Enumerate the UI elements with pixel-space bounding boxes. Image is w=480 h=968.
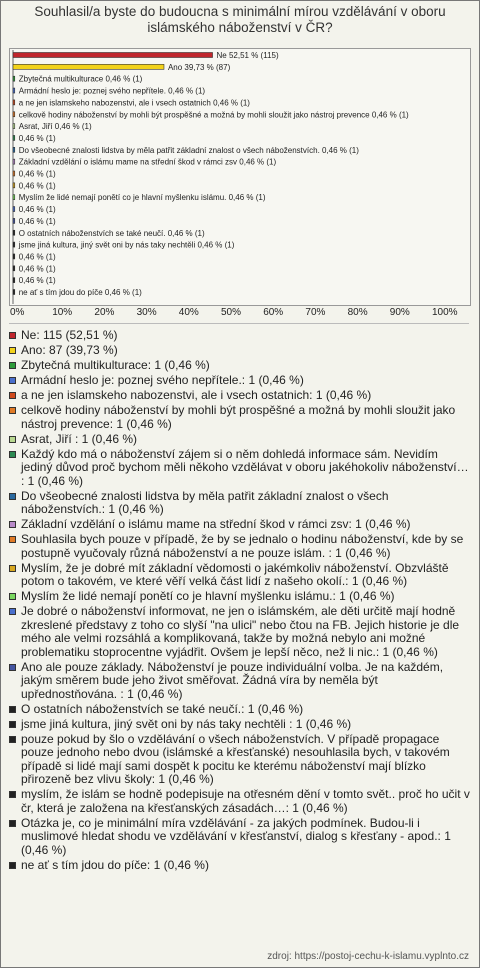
legend-label: Ano: 87 (39,73 %) (21, 343, 118, 357)
legend-swatch (9, 521, 16, 528)
legend-swatch (9, 593, 16, 600)
x-tick-label: 90% (389, 307, 410, 318)
bar-14 (13, 218, 15, 223)
legend-swatch (9, 332, 16, 339)
legend-item (9, 389, 471, 403)
bar-17 (13, 254, 15, 259)
legend-label: celkově hodiny náboženství by mohli být prospěšné a možná by mohli sloužit jako nástroj prevence: 1 (0,46 %) (21, 403, 456, 431)
x-tick-label: 100% (432, 307, 458, 318)
bar-label-5: celkově hodiny náboženství by mohli být prospěšné a možná by mohli sloužit jako nástroj prevence 0,46 % (1) (18, 110, 409, 120)
bar-label-0: Ne 52,51 % (115) (216, 51, 279, 60)
bar-3 (13, 88, 15, 93)
x-tick-label: 40% (178, 307, 199, 318)
legend-swatch (9, 493, 16, 500)
legend-swatch (9, 820, 16, 827)
legend-item (9, 605, 471, 659)
bar-11 (13, 183, 15, 188)
bar-19 (13, 278, 15, 283)
legend-swatch (9, 706, 16, 713)
bar-label-14: 0,46 % (1) (18, 216, 56, 226)
x-tick-label: 70% (305, 307, 326, 318)
bar-1 (13, 64, 164, 69)
bar-7 (13, 135, 15, 140)
x-tick-label: 20% (94, 307, 115, 318)
legend-separator (9, 323, 469, 324)
x-tick-label: 30% (136, 307, 157, 318)
bar-15 (13, 230, 15, 235)
legend-label: Základní vzdělání o islámu mame na střední škod v rámci zsv: 1 (0,46 %) (21, 517, 411, 531)
legend-item (9, 344, 471, 358)
legend-item (9, 329, 471, 343)
legend-swatch (9, 436, 16, 443)
legend-item (9, 733, 471, 787)
bar-label-15: O ostatních náboženstvích se také neučí. 0,46 % (1) (18, 228, 205, 238)
legend-item (9, 490, 471, 517)
bar-label-3: Armádní heslo je: poznej svého nepřítele. 0,46 % (1) (18, 86, 206, 96)
bar-label-1: Ano 39,73 % (87) (167, 62, 231, 72)
legend-label: Otázka je, co je minimální míra vzdělávání - za jakých podmínek. Budou-li i muslimové hledat shodu ve vzdělávání v křesťanství, dialog s křesťany - apod.: 1 (0,46 %) (21, 815, 451, 857)
bar-label-7: 0,46 % (1) (18, 133, 56, 143)
bar-label-16: jsme jiná kultura, jiný svět oni by nás taky nechtěli 0,46 % (1) (18, 240, 235, 250)
bar-16 (13, 242, 15, 247)
bar-18 (13, 266, 15, 271)
legend-label: myslím, že islám se hodně podepisuje na otřesném dění v tomto svět.. proč ho učit v čr, která je založena na křesťanských zásadách…: 1 (0,46 %) (21, 787, 470, 815)
bar-9 (13, 159, 15, 164)
bar-6 (13, 124, 15, 129)
legend-label: pouze pokud by šlo o vzdělávání o všech náboženstvích. V případě propagace pouze jednoho nebo dvou (islámské a křesťanské) nesouhlasila bych, v takovém případě si lidé mají sami dospět k pocitu ke kterému náboženství mají blízko přirozeně bez vlivu školy: 1 (0,46 %) (21, 731, 450, 786)
source-note: zdroj: https://postoj-cechu-k-islamu.vyplnto.cz (267, 951, 469, 962)
legend-swatch (9, 392, 16, 399)
bar-0 (13, 53, 213, 58)
legend-item (9, 518, 471, 532)
legend-swatch (9, 736, 16, 743)
x-tick-label: 10% (52, 307, 73, 318)
legend-label: Každý kdo má o náboženství zájem si o něm dohledá informace sám. Nevidím jediný důvod proč bychom měli někoho vzdělávat v oboru jakéhokoliv náboženství… : 1 (0,46 %) (21, 446, 469, 488)
bar-label-19: 0,46 % (1) (18, 276, 56, 286)
legend-item (9, 562, 471, 589)
chart-title: Souhlasil/a byste do budoucna s minimální mírou vzdělávání v oboru islámského náboženství v ČR? (34, 4, 446, 35)
bar-label-20: ne ať s tím jdou do píče 0,46 % (1) (18, 288, 142, 297)
bar-label-10: 0,46 % (1) (18, 169, 56, 179)
legend-label: O ostatních náboženstvích se také neučí.: 1 (0,46 %) (21, 701, 304, 716)
legend-label: Do všeobecné znalosti lidstva by měla patřit základní znalost o všech náboženstvích.: 1 (0,46 %) (21, 488, 389, 516)
x-tick-label: 80% (347, 307, 368, 318)
legend-item (9, 859, 471, 873)
legend-label: a ne jen islamskeho nabozenstvi, ale i vsech ostatnich: 1 (0,46 %) (21, 388, 372, 402)
plot-area (9, 48, 471, 306)
legend-item (9, 703, 471, 717)
bar-label-11: 0,46 % (1) (18, 181, 56, 191)
bar-label-2: Zbytečná multikulturace 0,46 % (1) (18, 74, 143, 84)
legend-label: ne ať s tím jdou do píče: 1 (0,46 %) (21, 857, 209, 872)
legend-item (9, 590, 471, 604)
legend-swatch (9, 565, 16, 572)
legend-swatch (9, 608, 16, 615)
bar-label-13: 0,46 % (1) (18, 205, 56, 215)
legend-label: Myslím, že je dobré mít základní vědomosti o jakémkoliv náboženství. Obzvláště potom o takovém, ve které věří velká část lidí z našeho okolí.: 1 (0,46 %) (21, 560, 449, 588)
legend-swatch (9, 791, 16, 798)
bar-chart-svg (10, 49, 470, 305)
legend-swatch (9, 362, 16, 369)
legend-swatch (9, 451, 16, 458)
legend-label: Myslím že lidé nemají ponětí co je hlavní myšlenku islámu.: 1 (0,46 %) (21, 589, 395, 603)
legend-item (9, 448, 471, 489)
legend-item (9, 359, 471, 373)
bar-label-8: Do všeobecné znalosti lidstva by měla patřit základní znalost o všech náboženstvích. 0,46 % (1) (18, 145, 359, 155)
bar-label-6: Asrat, Jiří 0,46 % (1) (18, 122, 92, 132)
legend-label: Je dobré o náboženství informovat, ne jen o islámském, ale děti určitě mají hodně zkreslené představy z toho co slyší "na ulici" nebo čtou na FB. Jejich historie je dle mého ale velmi rozsáhlá a komplikovaná, takže by možná nebylo ani možné problematiku stoprocentne vyjádřit. Ovšem je lepší něco, než li nic.: 1 (0,46 %) (21, 604, 460, 659)
x-tick-label: 0% (10, 307, 25, 318)
x-tick-label: 50% (221, 307, 242, 318)
bar-13 (13, 207, 15, 212)
legend-item (9, 817, 471, 858)
bar-8 (13, 147, 15, 152)
legend-item (9, 404, 471, 431)
bar-label-4: a ne jen islamskeho nabozenstvi, ale i vsech ostatnich 0,46 % (1) (18, 98, 250, 108)
bar-5 (13, 112, 15, 117)
legend-swatch (9, 536, 16, 543)
legend-swatch (9, 347, 16, 354)
legend (9, 329, 471, 874)
bar-2 (13, 76, 15, 81)
bar-12 (13, 195, 15, 200)
legend-label: Souhlasila bych pouze v případě, že by se jednalo o hodinu náboženství, kde by se postupně vyučovaly různá náboženství a ne pouze islám. : 1 (0,46 %) (21, 532, 464, 560)
legend-label: Armádní heslo je: poznej svého nepřítele.: 1 (0,46 %) (21, 373, 304, 387)
legend-item (9, 533, 471, 560)
bar-4 (13, 100, 15, 105)
legend-item (9, 661, 471, 702)
bar-label-18: 0,46 % (1) (18, 264, 56, 274)
legend-item (9, 433, 471, 447)
legend-label: Ano ale pouze základy. Náboženství je pouze individuální volba. Je na každém, jakým směrem bude jeho život směřovat. Žádná víra by neměla být upřednostňována. : 1 (0,46 %) (21, 659, 444, 701)
legend-item (9, 374, 471, 388)
x-tick-label: 60% (263, 307, 284, 318)
legend-item (9, 788, 471, 815)
bar-label-9: Základní vzdělání o islámu mame na střední škod v rámci zsv 0,46 % (1) (18, 157, 277, 167)
legend-label: Asrat, Jiří : 1 (0,46 %) (21, 431, 138, 446)
bar-label-17: 0,46 % (1) (18, 252, 56, 262)
legend-swatch (9, 721, 16, 728)
legend-label: Zbytečná multikulturace: 1 (0,46 %) (21, 358, 210, 372)
legend-label: jsme jiná kultura, jiný svět oni by nás taky nechtěli : 1 (0,46 %) (21, 716, 352, 731)
x-axis-ticks (9, 307, 469, 321)
bar-label-12: Myslím že lidé nemají ponětí co je hlavní myšlenku islámu. 0,46 % (1) (18, 193, 266, 203)
bar-10 (13, 171, 15, 176)
legend-swatch (9, 377, 16, 384)
legend-swatch (9, 664, 16, 671)
legend-swatch (9, 862, 16, 869)
legend-swatch (9, 407, 16, 414)
legend-item (9, 718, 471, 732)
bar-20 (13, 290, 15, 295)
legend-label: Ne: 115 (52,51 %) (21, 328, 118, 342)
